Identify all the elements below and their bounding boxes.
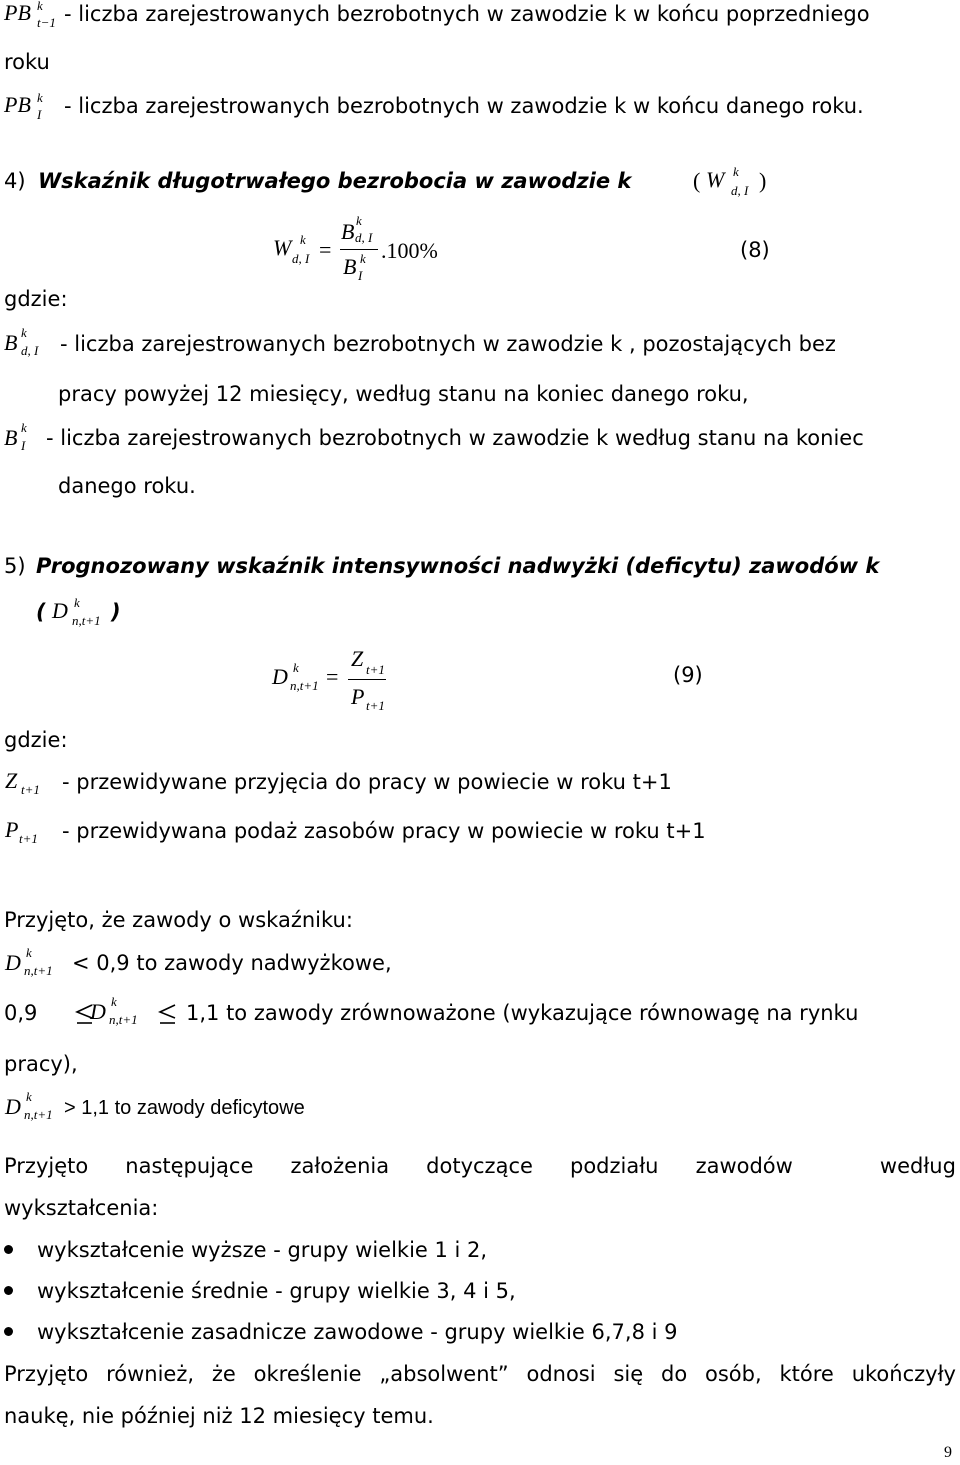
less-or-equal-icon [158,1003,176,1025]
gdzie-label: gdzie: [4,287,68,311]
bullet-icon [4,1327,13,1336]
bullet-icon [4,1286,13,1295]
equation-number: (9) [673,663,703,687]
gdzie-label: gdzie: [4,728,68,752]
thresholds-intro: Przyjęto, że zawody o wskaźniku: [4,908,353,932]
assumptions-intro: Przyjęto następujące założenia dotyczące podziału zawodów według [4,1154,956,1178]
equation-number: (8) [740,238,770,262]
fraction-bar [340,249,378,250]
bullet-icon [4,1245,13,1254]
absolwent-definition: Przyjęto również, że określenie „absolwent” odnosi się do osób, które ukończyły [4,1362,956,1386]
page-number: 9 [944,1444,952,1461]
fraction-bar [348,679,386,680]
